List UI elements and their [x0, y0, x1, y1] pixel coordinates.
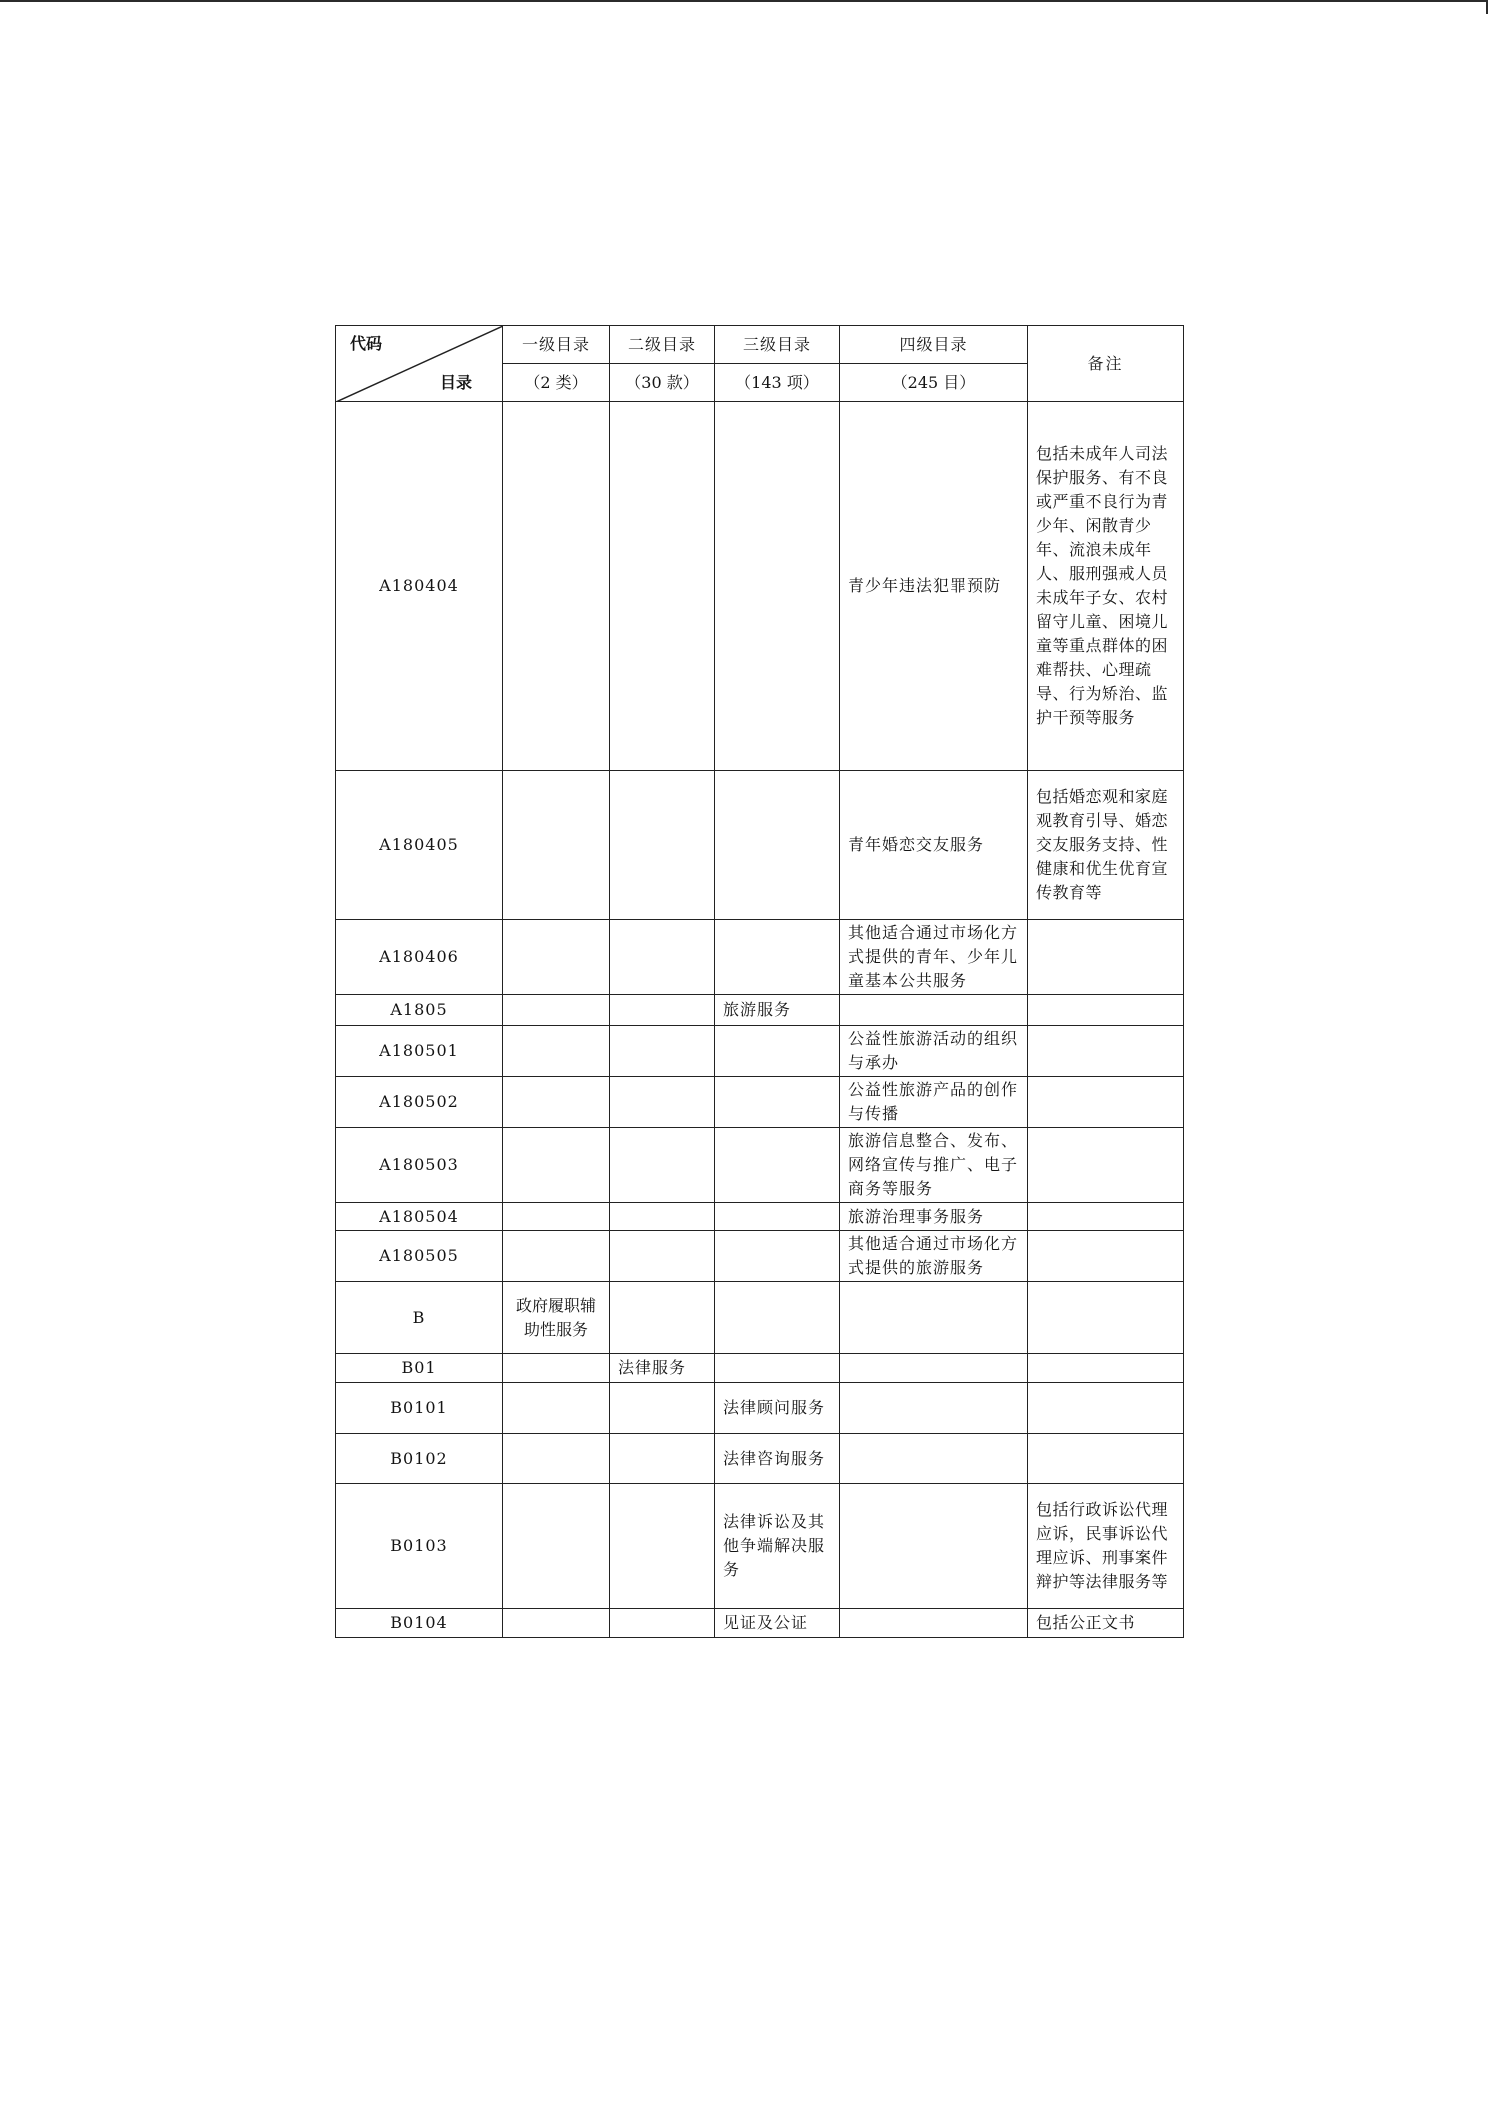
row-code: B0104	[336, 1609, 503, 1638]
row-level1	[503, 1484, 610, 1609]
row-level1	[503, 1203, 610, 1231]
code-header-label: 代码	[350, 334, 383, 353]
row-remark	[1028, 1128, 1184, 1203]
row-code: A180505	[336, 1231, 503, 1282]
row-level3	[715, 1128, 840, 1203]
row-level3	[715, 920, 840, 995]
row-level4: 公益性旅游活动的组织与承办	[840, 1026, 1028, 1077]
row-code: B0101	[336, 1383, 503, 1434]
row-code: A180503	[336, 1128, 503, 1203]
row-level2	[610, 1231, 715, 1282]
header-row-titles	[336, 326, 1184, 364]
row-code: A180501	[336, 1026, 503, 1077]
level1-header: 一级目录	[503, 326, 610, 364]
row-level2	[610, 402, 715, 771]
row-level3	[715, 402, 840, 771]
table-row	[336, 1484, 1184, 1609]
row-level2	[610, 995, 715, 1026]
row-level1	[503, 1128, 610, 1203]
row-remark	[1028, 1434, 1184, 1484]
row-level4: 旅游信息整合、发布、网络宣传与推广、电子商务等服务	[840, 1128, 1028, 1203]
row-level4	[840, 1484, 1028, 1609]
level2-header: 二级目录	[610, 326, 715, 364]
row-level4	[840, 995, 1028, 1026]
row-level2	[610, 1203, 715, 1231]
row-remark: 包括公正文书	[1028, 1609, 1184, 1638]
service-catalog-table	[335, 325, 1184, 1638]
row-remark	[1028, 920, 1184, 995]
row-level4: 青年婚恋交友服务	[840, 771, 1028, 920]
table-row	[336, 995, 1184, 1026]
row-level1	[503, 771, 610, 920]
row-code: A180405	[336, 771, 503, 920]
row-level2	[610, 1077, 715, 1128]
row-code: A1805	[336, 995, 503, 1026]
row-level4: 其他适合通过市场化方式提供的青年、少年儿童基本公共服务	[840, 920, 1028, 995]
table-row	[336, 1231, 1184, 1282]
table-row	[336, 1383, 1184, 1434]
row-level4	[840, 1434, 1028, 1484]
level3-header: 三级目录	[715, 326, 840, 364]
level3-count: （143 项）	[715, 364, 840, 402]
row-level2: 法律服务	[610, 1354, 715, 1383]
row-code: A180502	[336, 1077, 503, 1128]
row-level3: 法律诉讼及其他争端解决服务	[715, 1484, 840, 1609]
row-remark: 包括未成年人司法保护服务、有不良或严重不良行为青少年、闲散青少年、流浪未成年人、服刑强戒人员未成年子女、农村留守儿童、困境儿童等重点群体的困难帮扶、心理疏导、行为矫治、监护干预等服务	[1028, 402, 1184, 771]
row-remark	[1028, 1354, 1184, 1383]
row-code: B	[336, 1282, 503, 1354]
row-level2	[610, 920, 715, 995]
header-diagonal-cell	[336, 326, 503, 402]
row-level4: 公益性旅游产品的创作与传播	[840, 1077, 1028, 1128]
row-level3	[715, 1026, 840, 1077]
row-level4	[840, 1282, 1028, 1354]
row-code: A180406	[336, 920, 503, 995]
row-level2	[610, 1484, 715, 1609]
row-level2	[610, 771, 715, 920]
row-code: A180504	[336, 1203, 503, 1231]
row-level4	[840, 1383, 1028, 1434]
level4-count: （245 目）	[840, 364, 1028, 402]
row-level1	[503, 1026, 610, 1077]
row-level4: 其他适合通过市场化方式提供的旅游服务	[840, 1231, 1028, 1282]
row-level3	[715, 1231, 840, 1282]
row-level1	[503, 995, 610, 1026]
table-row	[336, 1026, 1184, 1077]
table-row	[336, 402, 1184, 771]
table-row	[336, 1434, 1184, 1484]
row-remark	[1028, 1231, 1184, 1282]
row-level3: 见证及公证	[715, 1609, 840, 1638]
row-level2	[610, 1609, 715, 1638]
row-level3: 旅游服务	[715, 995, 840, 1026]
row-remark	[1028, 1077, 1184, 1128]
row-remark	[1028, 1383, 1184, 1434]
row-level1	[503, 1077, 610, 1128]
row-level1: 政府履职辅助性服务	[503, 1282, 610, 1354]
remarks-header: 备注	[1028, 326, 1184, 402]
row-level2	[610, 1026, 715, 1077]
row-remark	[1028, 1282, 1184, 1354]
table-row	[336, 920, 1184, 995]
row-level2	[610, 1434, 715, 1484]
table-row	[336, 1203, 1184, 1231]
table-row	[336, 1128, 1184, 1203]
level4-header: 四级目录	[840, 326, 1028, 364]
table-row	[336, 771, 1184, 920]
row-level1	[503, 402, 610, 771]
table-row	[336, 1077, 1184, 1128]
row-level3: 法律咨询服务	[715, 1434, 840, 1484]
row-level2	[610, 1128, 715, 1203]
row-code: A180404	[336, 402, 503, 771]
catalog-header-label: 目录	[439, 373, 472, 392]
row-level2	[610, 1383, 715, 1434]
row-level1	[503, 920, 610, 995]
row-level4: 青少年违法犯罪预防	[840, 402, 1028, 771]
row-level3	[715, 1282, 840, 1354]
row-remark	[1028, 1026, 1184, 1077]
row-level3	[715, 1077, 840, 1128]
row-level1	[503, 1231, 610, 1282]
row-level3: 法律顾问服务	[715, 1383, 840, 1434]
row-level1	[503, 1354, 610, 1383]
row-level3	[715, 1203, 840, 1231]
table-row	[336, 1609, 1184, 1638]
row-code: B0103	[336, 1484, 503, 1609]
row-remark: 包括行政诉讼代理应诉，民事诉讼代理应诉、刑事案件辩护等法律服务等	[1028, 1484, 1184, 1609]
row-code: B0102	[336, 1434, 503, 1484]
row-remark	[1028, 1203, 1184, 1231]
row-code: B01	[336, 1354, 503, 1383]
level2-count: （30 款）	[610, 364, 715, 402]
row-level4: 旅游治理事务服务	[840, 1203, 1028, 1231]
table-row	[336, 1282, 1184, 1354]
row-remark	[1028, 995, 1184, 1026]
row-level4	[840, 1354, 1028, 1383]
row-level3	[715, 771, 840, 920]
row-level1	[503, 1434, 610, 1484]
table-row	[336, 1354, 1184, 1383]
row-level3	[715, 1354, 840, 1383]
row-level2	[610, 1282, 715, 1354]
row-remark: 包括婚恋观和家庭观教育引导、婚恋交友服务支持、性健康和优生优育宣传教育等	[1028, 771, 1184, 920]
row-level4	[840, 1609, 1028, 1638]
row-level1	[503, 1383, 610, 1434]
row-level1	[503, 1609, 610, 1638]
page-top-edge	[0, 0, 1488, 2]
level1-count: （2 类）	[503, 364, 610, 402]
